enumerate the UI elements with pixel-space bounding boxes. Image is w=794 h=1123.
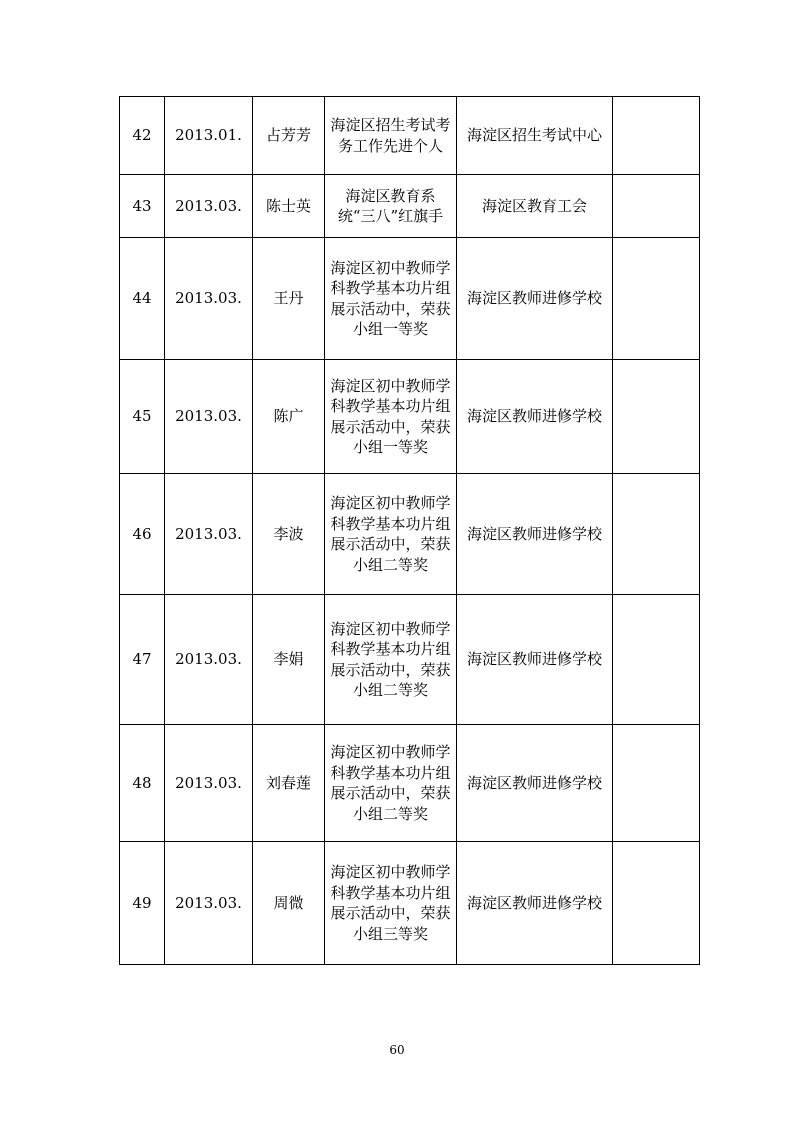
recipient-name: 李波: [253, 474, 325, 595]
award-title: 海淀区初中教师学科教学基本功片组展示活动中，荣获小组二等奖: [325, 595, 457, 725]
page-number: 60: [389, 1043, 405, 1057]
award-date: 2013.03.: [165, 474, 253, 595]
award-date: 2013.03.: [165, 725, 253, 842]
table-row: [120, 725, 700, 842]
table-row: [120, 474, 700, 595]
recipient-name: 刘春莲: [253, 725, 325, 842]
table-row: [120, 842, 700, 965]
award-title: 海淀区初中教师学科教学基本功片组展示活动中，荣获小组一等奖: [325, 360, 457, 474]
award-date: 2013.03.: [165, 238, 253, 360]
recipient-name: 李娟: [253, 595, 325, 725]
row-number: 45: [120, 360, 165, 474]
issuing-organization: 海淀区教师进修学校: [457, 842, 613, 965]
award-title: 海淀区教育系统“三八”红旗手: [325, 175, 457, 238]
award-title: 海淀区初中教师学科教学基本功片组展示活动中，荣获小组三等奖: [325, 842, 457, 965]
row-number: 42: [120, 97, 165, 175]
award-date: 2013.03.: [165, 842, 253, 965]
remark-cell: [613, 175, 700, 238]
remark-cell: [613, 595, 700, 725]
row-number: 43: [120, 175, 165, 238]
award-date: 2013.01.: [165, 97, 253, 175]
issuing-organization: 海淀区教师进修学校: [457, 238, 613, 360]
recipient-name: 陈广: [253, 360, 325, 474]
remark-cell: [613, 474, 700, 595]
recipient-name: 王丹: [253, 238, 325, 360]
remark-cell: [613, 725, 700, 842]
awards-table: [119, 96, 700, 965]
award-date: 2013.03.: [165, 595, 253, 725]
table-row: [120, 595, 700, 725]
issuing-organization: 海淀区教育工会: [457, 175, 613, 238]
issuing-organization: 海淀区教师进修学校: [457, 474, 613, 595]
row-number: 44: [120, 238, 165, 360]
issuing-organization: 海淀区教师进修学校: [457, 725, 613, 842]
table-row: [120, 175, 700, 238]
remark-cell: [613, 238, 700, 360]
remark-cell: [613, 97, 700, 175]
award-date: 2013.03.: [165, 175, 253, 238]
recipient-name: 占芳芳: [253, 97, 325, 175]
row-number: 49: [120, 842, 165, 965]
table-row: [120, 360, 700, 474]
award-date: 2013.03.: [165, 360, 253, 474]
recipient-name: 周微: [253, 842, 325, 965]
remark-cell: [613, 842, 700, 965]
recipient-name: 陈士英: [253, 175, 325, 238]
award-title: 海淀区初中教师学科教学基本功片组展示活动中，荣获小组二等奖: [325, 474, 457, 595]
row-number: 47: [120, 595, 165, 725]
award-title: 海淀区招生考试考务工作先进个人: [325, 97, 457, 175]
row-number: 46: [120, 474, 165, 595]
table-row: [120, 238, 700, 360]
issuing-organization: 海淀区招生考试中心: [457, 97, 613, 175]
row-number: 48: [120, 725, 165, 842]
issuing-organization: 海淀区教师进修学校: [457, 360, 613, 474]
remark-cell: [613, 360, 700, 474]
table-row: [120, 97, 700, 175]
award-title: 海淀区初中教师学科教学基本功片组展示活动中，荣获小组一等奖: [325, 238, 457, 360]
award-title: 海淀区初中教师学科教学基本功片组展示活动中，荣获小组二等奖: [325, 725, 457, 842]
issuing-organization: 海淀区教师进修学校: [457, 595, 613, 725]
